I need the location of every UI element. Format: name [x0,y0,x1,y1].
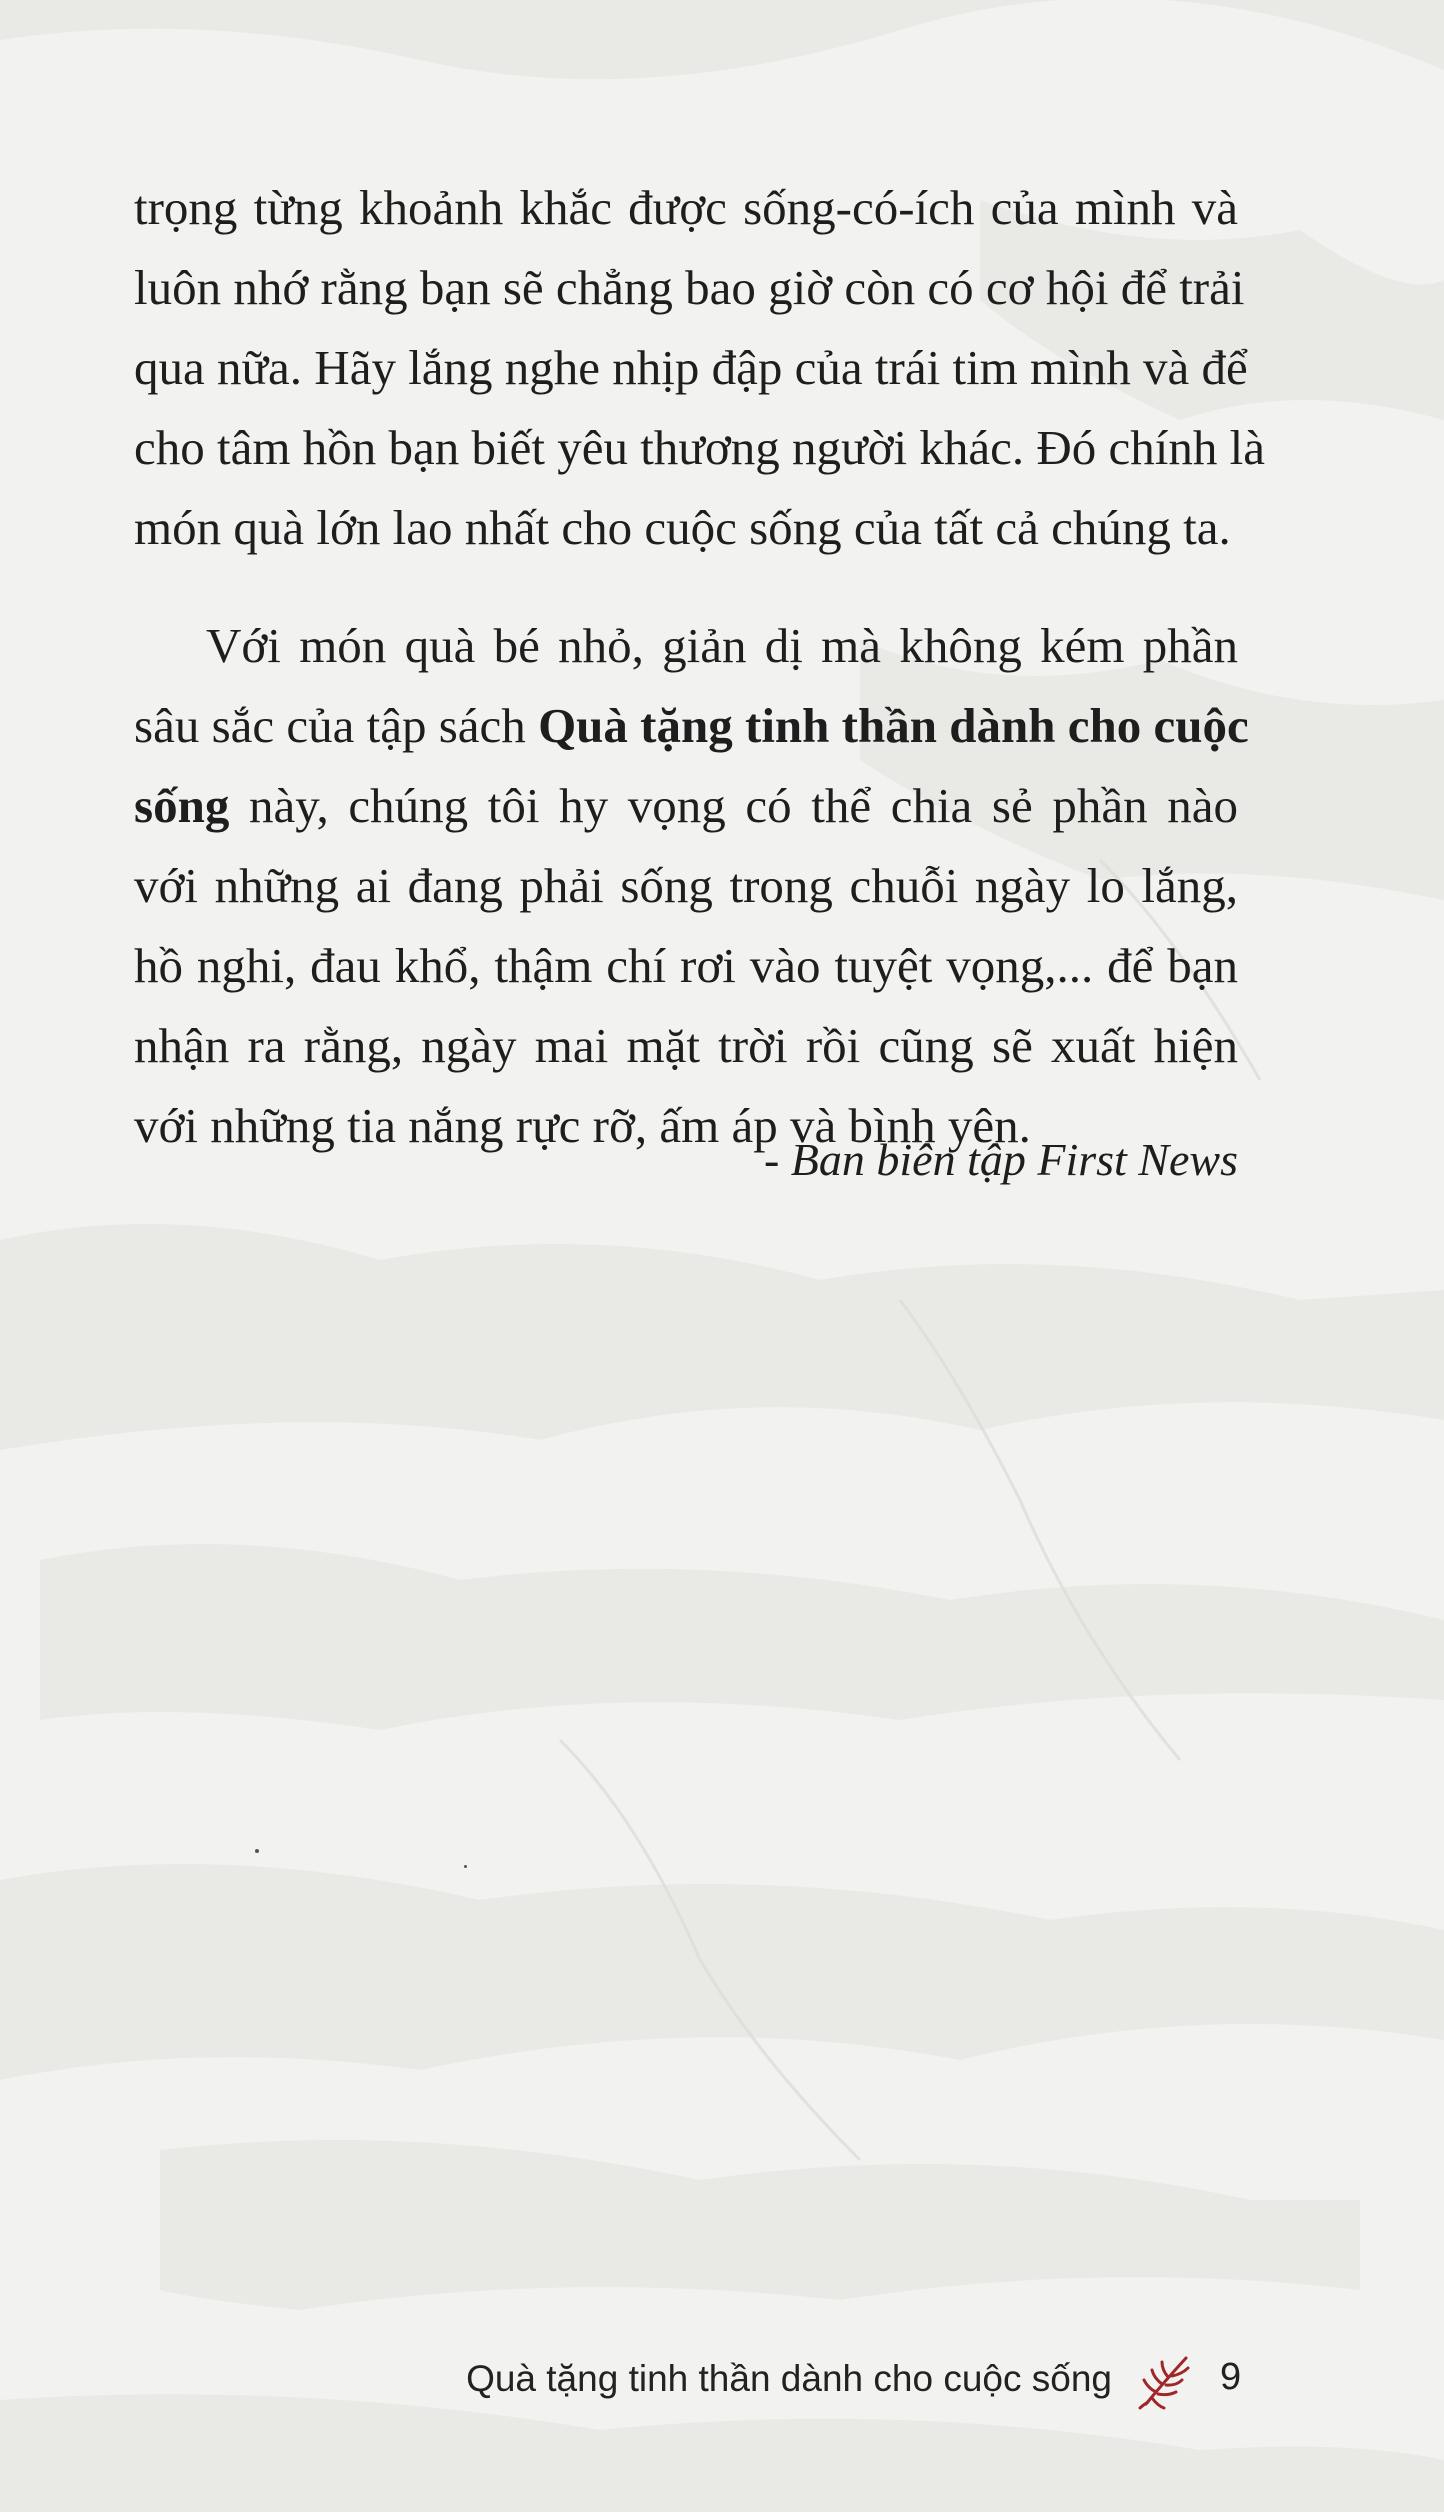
text-line: trọng từng khoảnh khắc được sống-có-ích của mình và [134,180,1238,235]
print-speck [464,1865,467,1868]
text-line: qua nữa. Hãy lắng nghe nhịp đập của trái tim mình và để [134,340,1248,395]
print-speck [255,1849,259,1853]
signature: - Ban biên tập First News [763,1134,1238,1185]
text-run: này, chúng tôi hy vọng có thể chia sẻ phần nào [229,778,1238,833]
book-title-bold: Quà tặng tinh thần dành cho cuộc [538,698,1249,753]
text-line [134,766,1238,846]
text-run: sâu sắc của tập sách [134,698,539,753]
paragraph-2 [134,606,1249,1166]
body-text [134,168,1265,1166]
text-line: với những ai đang phải sống trong chuỗi ngày lo lắng, [134,858,1238,913]
text-line: Với món quà bé nhỏ, giản dị mà không kém phần [206,618,1238,673]
page-footer [0,2350,1444,2430]
paragraph-spacer [134,568,1238,606]
page-number: 9 [1220,2356,1242,2398]
text-line: nhận ra rằng, ngày mai mặt trời rồi cũng sẽ xuất hiện [134,1018,1238,1073]
text-line: luôn nhớ rằng bạn sẽ chẳng bao giờ còn có cơ hội để trải [134,260,1245,315]
branch-ornament-icon [1138,2352,1194,2410]
book-title-bold: sống [134,778,230,833]
text-line: với những tia nắng rực rỡ, ấm áp và bình yên. [134,1098,1031,1153]
text-line: cho tâm hồn bạn biết yêu thương người khác. Đó chính là [134,420,1265,475]
paragraph-1 [134,168,1265,568]
text-line: hồ nghi, đau khổ, thậm chí rơi vào tuyệt vọng,... để bạn [134,938,1238,993]
text-line [134,686,1249,766]
text-line: món quà lớn lao nhất cho cuộc sống của tất cả chúng ta. [134,500,1231,555]
running-title: Quà tặng tinh thần dành cho cuộc sống [466,2358,1112,2399]
